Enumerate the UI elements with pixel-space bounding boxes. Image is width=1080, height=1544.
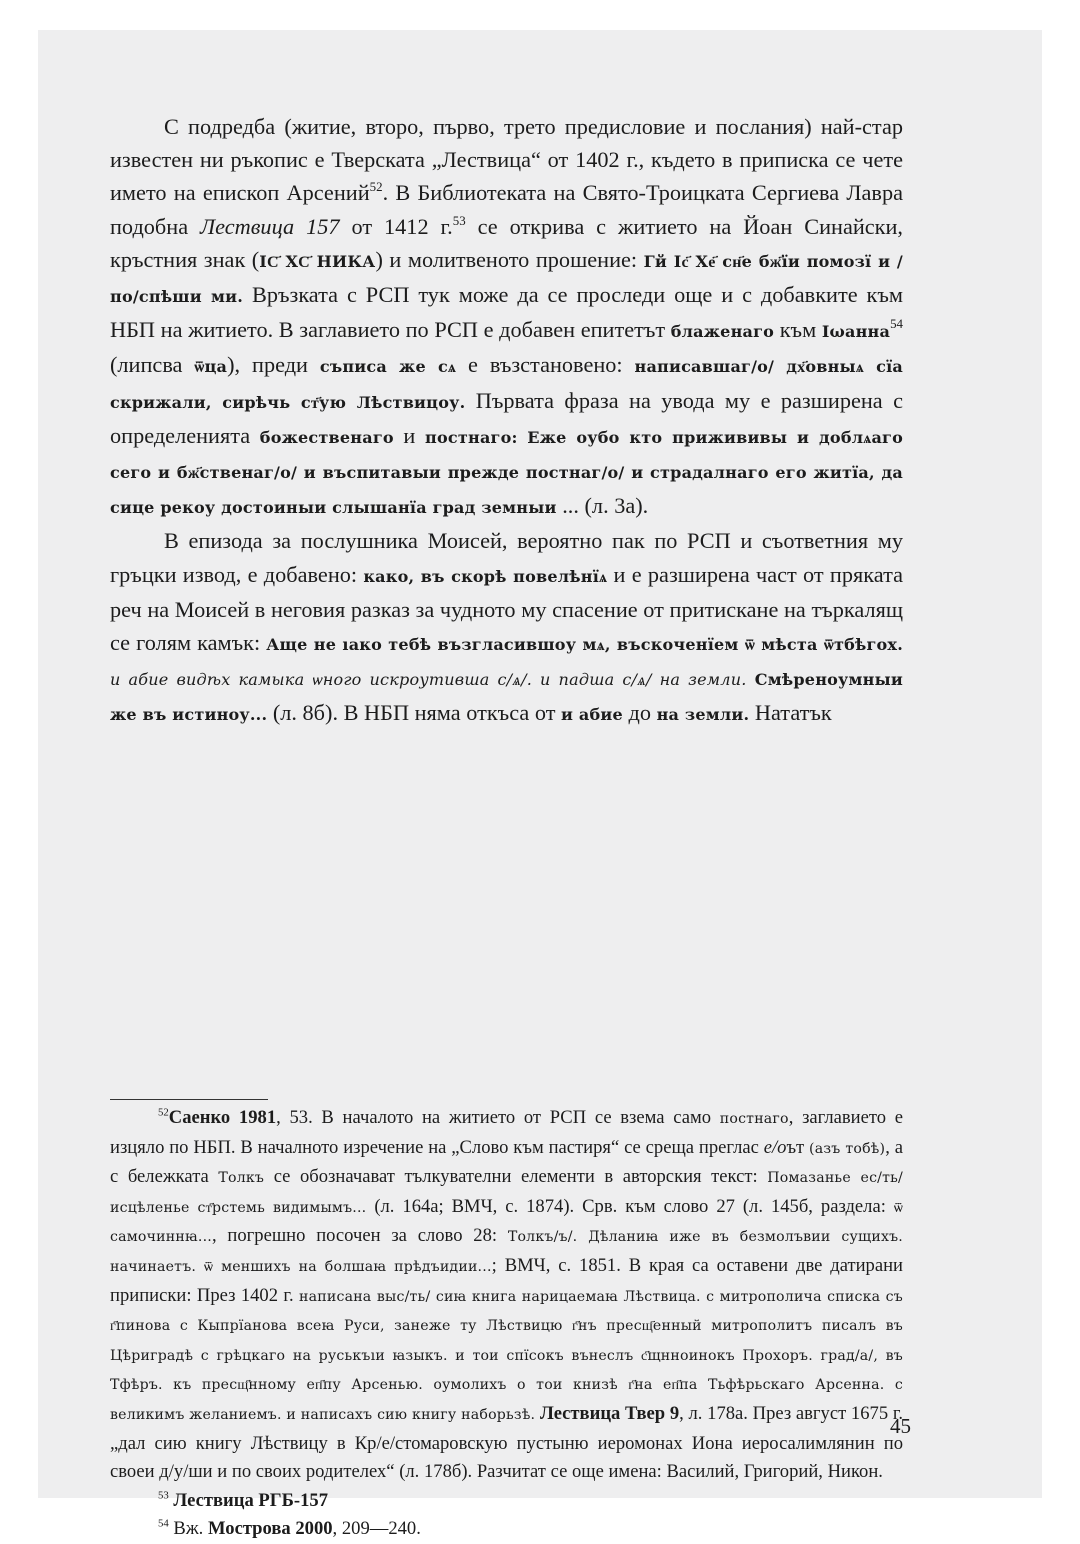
text-run: към <box>774 317 822 343</box>
citation: Лествица РГБ-157 <box>173 1489 328 1511</box>
footnote-divider <box>110 1099 268 1100</box>
old-slavonic-text: Помазанье ес/ть/ исцѣленье ст҃рстемь видимымъ... <box>110 1170 903 1216</box>
old-slavonic-text: и абие <box>561 705 623 725</box>
old-slavonic-text: на земли. <box>656 705 750 725</box>
text-run: Първата фраза на увода му е разширена с определенията <box>110 387 903 448</box>
old-slavonic-text: божественаго <box>259 427 394 447</box>
citation: Саенко 1981 <box>168 1107 277 1128</box>
footnote-number: 53 <box>158 1489 169 1502</box>
text-run: Връзката с РСП тук може да се проследи още и с добавките към НБП на житието. В заглавието по РСП е добавен епитетът <box>110 282 903 343</box>
text-run: , заглавието е изцяло по НБП. В началното изречение на „Слово към пастиря“ се среща преглас <box>110 1107 904 1158</box>
italic-text: е/о <box>763 1136 787 1158</box>
text-run: , а с бележката <box>110 1136 903 1188</box>
text-run: . В Библиотеката на Свято-Троицката Сергиева Лавра подобна <box>110 180 903 239</box>
footnote-number: 54 <box>158 1517 169 1530</box>
paragraph <box>110 524 903 731</box>
old-slavonic-text: ІС҃ ХС҃ НИКА <box>259 251 376 271</box>
old-slavonic-text: ѿ самочиннꙗ... <box>110 1199 903 1246</box>
text-run: и е разширена част от пряката реч на Моисей в неговия разказ за чудното му спасение от притискане на търкалящ се голям камък: <box>110 561 903 656</box>
main-text <box>110 110 903 732</box>
manuscript-title: Лествица 157 <box>200 213 340 239</box>
text-run: Вж. <box>173 1518 208 1540</box>
old-slavonic-text: Толкъ/ъ/. Дѣланиꙗ иже въ безмолъвии сущихъ. начинаетъ. ѿ меншихъ на болшаꙗ прѣдъидии... <box>110 1229 903 1275</box>
old-slavonic-text: ѿца <box>194 357 228 377</box>
old-slavonic-text: Еже оубо кто прижививы и доблѧаго сего и бж҃ственаг/о/ и въспитавыи прежде постнаг/о/ и страдалнаго его житїа, да сице рекоу достоиныи слышанїа град земныи <box>110 427 903 518</box>
text-run: и <box>393 422 426 448</box>
text-run: , 53. В началото на житието от РСП се взема само <box>276 1107 720 1128</box>
old-slavonic-text: (азъ тобѣ) <box>809 1140 886 1157</box>
footnote-ref: 52 <box>369 179 383 195</box>
old-slavonic-text: написана выс/ть/ сиꙗ книга нарицаемаꙗ Лѣствица. с митрополича списка съ г҃пинова с Кыпрїанова всеꙗ Руси, занеже ту Лѣствицю г҃нъ пресщ҃енный митрополитъ писалъ въ Цѣриградѣ с грѣцкаго на руськъıи ꙗзыкъ. и тои спїсокъ вънеслъ с҃щнноинокъ Прохоръ. град/а/, въ Тфѣръ. къ пресщ҃нному еп҃пу Арсенью. оумолихъ о тои книзѣ г҃на еп҃па Тьфѣрьскаго Арсенна. с великимъ желаниемъ. и написахъ сию книгу наборьзѣ. <box>110 1288 903 1423</box>
old-slavonic-text: Толкъ <box>218 1170 265 1187</box>
footnotes <box>110 1104 903 1544</box>
old-slavonic-text: постнаго: <box>425 427 518 447</box>
footnote-ref: 53 <box>452 212 466 228</box>
old-slavonic-text: Іωанна <box>821 322 891 342</box>
text-run: до <box>622 700 657 726</box>
paragraph <box>110 110 903 524</box>
citation: Лествица Твер 9 <box>539 1402 680 1424</box>
text-run: (л. 8б). В НБП няма откъса от <box>267 700 562 726</box>
footnote <box>110 1487 903 1516</box>
text-run: (л. 164а; ВМЧ, с. 1874). Срв. към слово 27 (л. 145б, раздела: <box>366 1195 894 1217</box>
footnote-ref: 54 <box>890 316 904 332</box>
text-run: се открива с житието на Йоан Синайски, кръстния знак ( <box>110 213 904 272</box>
old-slavonic-text: Смѣреноумныи же въ истиноу... <box>110 670 903 725</box>
text-run: С подредба (житие, второ, първо, трето предисловие и послания) най-стар известен ни ръкопис е Тверската „Лествица“ от 1402 г., където в приписка се чете името на епископ Арсений <box>110 114 903 206</box>
old-slavonic-text: блаженаго <box>670 322 775 342</box>
text-run: ; ВМЧ, с. 1851. В края са оставени две датирани приписки: През 1402 г. <box>110 1254 904 1306</box>
old-slavonic-text: постнаго <box>719 1111 789 1127</box>
old-slavonic-text: написавшаг/о/ дх҃овныѧ сїа скрижали, сирѣчь ст҃ую Лѣствицоу. <box>110 357 903 412</box>
text-run: се обозначават тълкувателни елементи в авторския текст: <box>264 1166 768 1188</box>
old-slavonic-text: и абие видѣх камыка ѡного искроутивша с/ѧ/. и падша с/ѧ/ на земли. <box>110 670 747 690</box>
page-number: 45 <box>890 1414 911 1438</box>
text-run: от 1412 г. <box>339 213 453 239</box>
text-run: В епизода за послушника Моисей, вероятно пак по РСП и съответния му гръцки извод, е добавено: <box>110 528 903 587</box>
text-run: (липсва <box>110 352 195 378</box>
old-slavonic-text: како, въ скорѣ повелѣнїѧ <box>363 566 608 586</box>
text-run: , погрешно посочен за слово 28: <box>211 1225 508 1247</box>
text-run: , л. 178а. През август 1675 г. „дал сию книгу Лѣствицу в Кр/е/стомаровскую пустыню иеромонах Иона иеросалимлянин по своеи д/у/ши и по своих родителех“ (л. 178б). Разчитат се още имена: Василий, Григорий, Никон. <box>110 1402 904 1483</box>
text-run: Нататък <box>749 700 832 726</box>
text-run: ът <box>786 1136 810 1158</box>
text-run: ... (л. 3а). <box>556 493 649 519</box>
old-slavonic-text: Аще не ıако тебѣ възгласившоу мѧ, въскоченїем ѿ мѣста ѿтбѣгох. <box>266 635 903 655</box>
text-run: ), преди <box>227 352 320 378</box>
footnote <box>110 1104 903 1487</box>
text-run: ) и молитвеното прошение: <box>375 246 644 272</box>
text-run: е възстановено: <box>456 352 635 378</box>
text-run: , 209—240. <box>332 1518 421 1540</box>
old-slavonic-text: Гй Іс҃ Хе҃ сн҃е бж҃їи помозї и / по/спѣши ми. <box>110 251 903 307</box>
footnote-number: 52 <box>158 1106 169 1119</box>
footnote <box>110 1515 903 1544</box>
citation: Мострова 2000 <box>207 1518 333 1540</box>
old-slavonic-text: съписа же сѧ <box>319 357 457 377</box>
